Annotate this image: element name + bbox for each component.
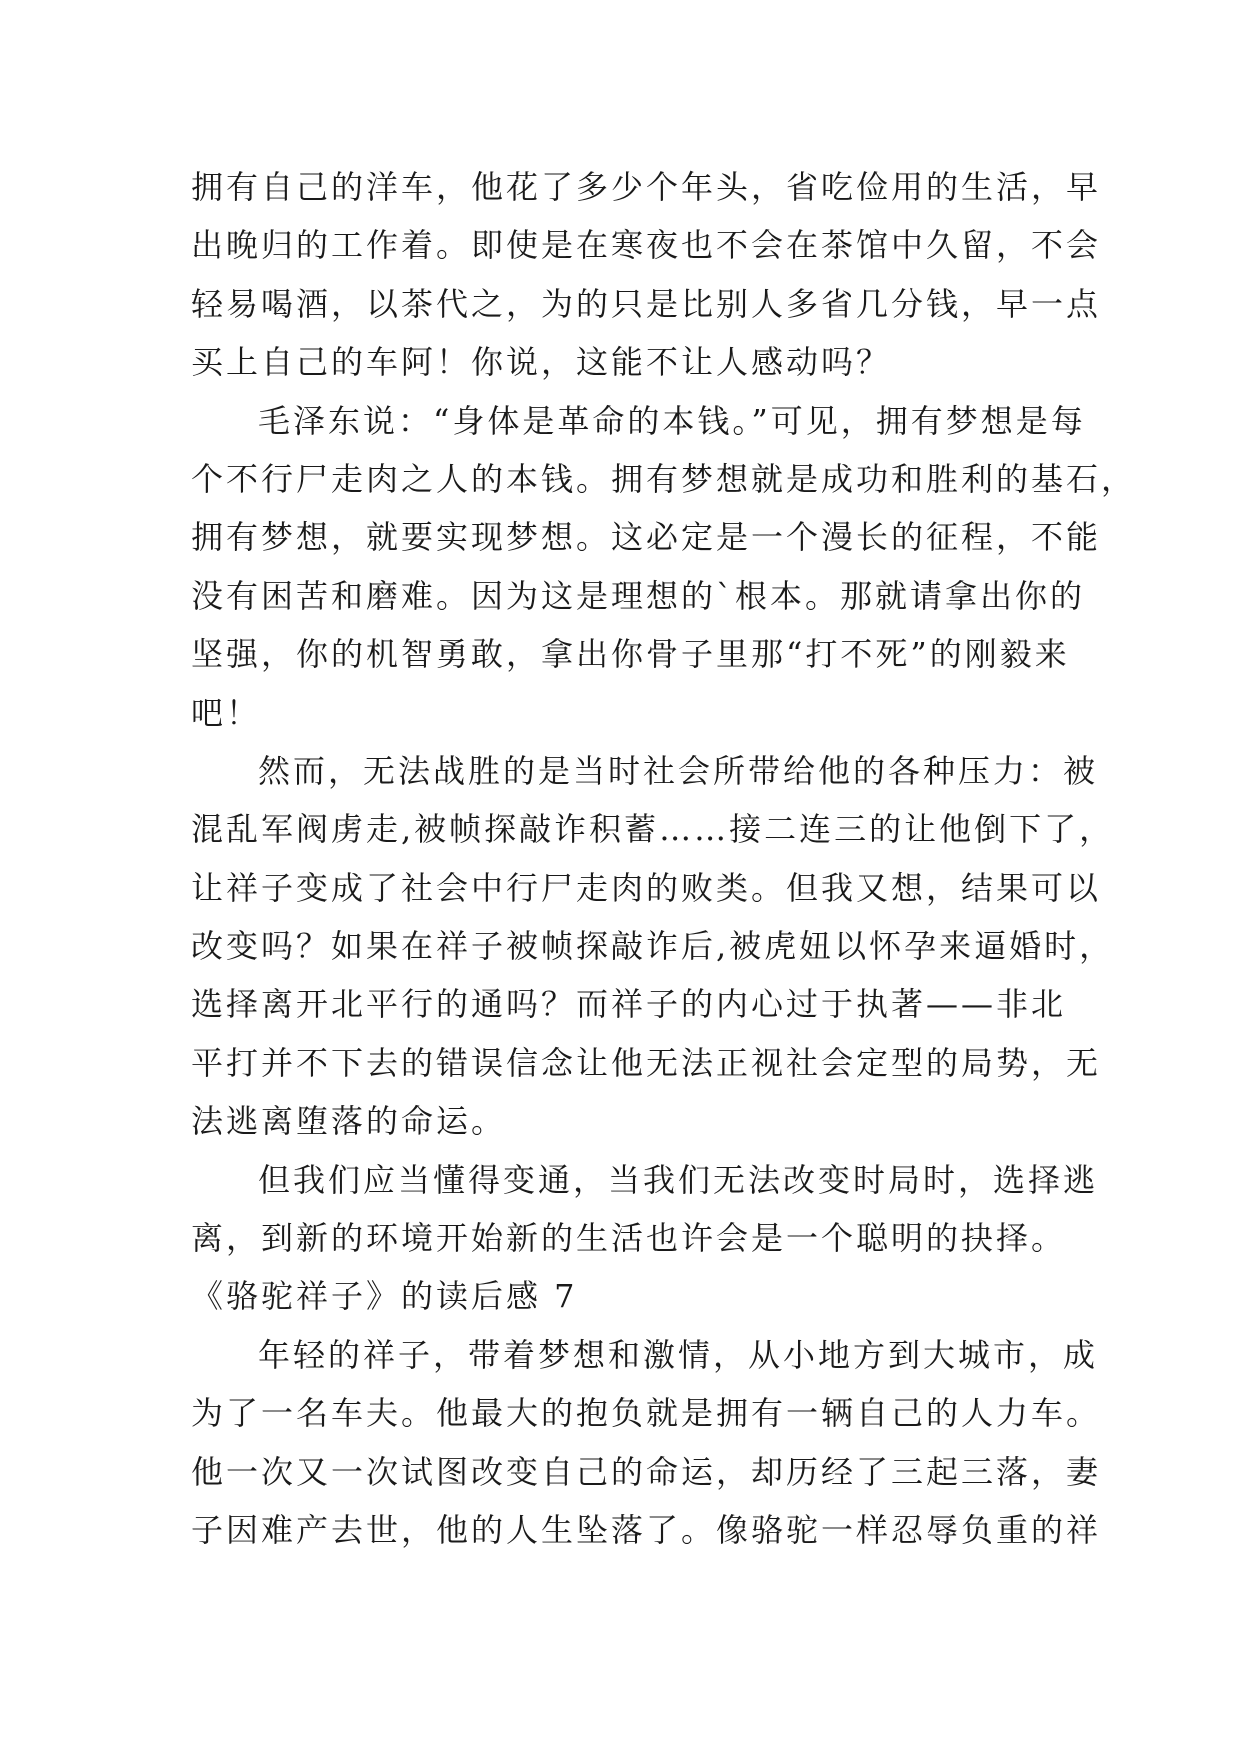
paragraph-3 xyxy=(191,742,1115,1151)
text-line: 但我们应当懂得变通，当我们无法改变时局时，选择逃 xyxy=(258,1160,1099,1199)
text-line: 轻易喝酒，以茶代之，为的只是比别人多省几分钱，早一点 xyxy=(191,284,1102,323)
text-line: 他一次又一次试图改变自己的命运，却历经了三起三落，妻 xyxy=(191,1452,1102,1491)
text-line: 法逃离堕落的命运。 xyxy=(191,1102,507,1141)
text-line: 混乱军阀虏走,被帧探敲诈积蓄……接二连三的让他倒下了， xyxy=(191,810,1115,849)
text-line: 选择离开北平行的通吗？而祥子的内心过于执著——非北 xyxy=(191,985,1067,1024)
paragraph-2 xyxy=(191,392,1137,742)
section-heading: 《骆驼祥子》的读后感 7 xyxy=(191,1277,578,1316)
document-body xyxy=(191,158,1137,1559)
text-line: 拥有梦想，就要实现梦想。这必定是一个漫长的征程，不能 xyxy=(191,518,1102,557)
text-line: 拥有自己的洋车，他花了多少个年头，省吃俭用的生活，早 xyxy=(191,168,1102,206)
text-line: 平打并不下去的错误信念让他无法正视社会定型的局势，无 xyxy=(191,1043,1102,1082)
paragraph-4 xyxy=(191,1151,1099,1268)
text-line: 让祥子变成了社会中行尸走肉的败类。但我又想，结果可以 xyxy=(191,868,1102,907)
text-line: 毛泽东说：“身体是革命的本钱。”可见，拥有梦想是每 xyxy=(258,401,1086,440)
text-line: 改变吗？如果在祥子被帧探敲诈后,被虎妞以怀孕来逼婚时， xyxy=(191,927,1115,966)
text-line: 个不行尸走肉之人的本钱。拥有梦想就是成功和胜利的基石， xyxy=(191,459,1137,498)
text-line: 买上自己的车阿！你说，这能不让人感动吗？ xyxy=(191,343,892,382)
text-line: 坚强，你的机智勇敢，拿出你骨子里那“打不死”的刚毅来 xyxy=(191,635,1070,674)
text-line: 吧！ xyxy=(191,693,262,732)
paragraph-1 xyxy=(191,158,1102,392)
text-line: 年轻的祥子，带着梦想和激情，从小地方到大城市，成 xyxy=(258,1335,1099,1374)
text-line: 然而，无法战胜的是当时社会所带给他的各种压力：被 xyxy=(258,751,1099,790)
text-line: 离，到新的环境开始新的生活也许会是一个聪明的抉择。 xyxy=(191,1219,1067,1258)
text-line: 子因难产去世，他的人生坠落了。像骆驼一样忍辱负重的祥 xyxy=(191,1510,1102,1549)
text-line: 为了一名车夫。他最大的抱负就是拥有一辆自己的人力车。 xyxy=(191,1394,1102,1433)
section-paragraph-1 xyxy=(191,1326,1102,1560)
text-line: 没有困苦和磨难。因为这是理想的`根本。那就请拿出你的 xyxy=(191,576,1086,615)
text-line: 出晚归的工作着。即使是在寒夜也不会在茶馆中久留，不会 xyxy=(191,226,1102,265)
